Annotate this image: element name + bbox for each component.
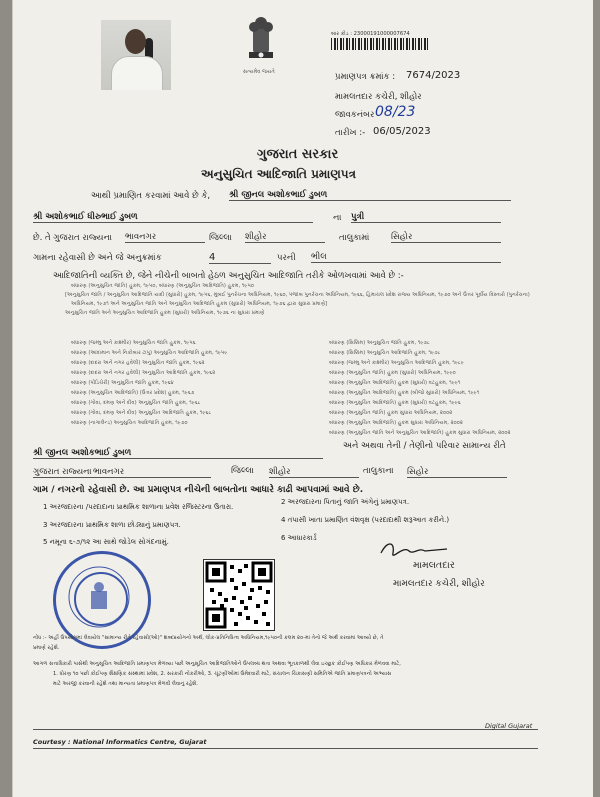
basis-left: 1 અરજદારના /પરદાદાના પ્રાથમિક શાળાના પ્રવેશ રજિસ્ટરના ઉતારા. <box>43 503 234 511</box>
caste-label: પરની <box>277 253 296 263</box>
applicant-name-2: શ્રી જીનલ અશોકભાઈ ડુબળ <box>33 448 323 459</box>
note-line: પ્રમાણે રહેશે. <box>33 645 60 651</box>
outward-label: જાવકનંબર <box>335 110 375 120</box>
cert-number: 7674/2023 <box>406 70 461 81</box>
courtesy-text: Courtesy : National Informatics Centre, Gujarat <box>33 738 207 746</box>
district: શીહોર <box>245 232 325 243</box>
order-left: બંધારણ (આંદામાન અને નિકોબાર ટાપુ) અનુસુચિત આદિજાતિ હુકમ, ૧૯૫૯ <box>71 350 228 356</box>
state2-label: ગુજરાત રાજ્યના <box>33 467 92 477</box>
basis-right: 6 આધારકાર્ડ <box>281 534 317 542</box>
order-left: બંધારણ (ગોવા, દમણ અને દીવ) અનુસુચિત જાતિ હુકમ, ૧૯૬૮ <box>71 400 201 406</box>
order-left: બંધારણ (પોંડિચેરી) અનુસુચિત જાતિ હુકમ, ૧૯૬૪ <box>71 380 174 386</box>
notice-line: બંધારણ (અનુસુચિત જાતિ) હુકમ, ૧૯૫૦, બંધારણ (અનુસુચિત આદિજાતિ) હુકમ, ૧૯૫૦ <box>71 283 255 289</box>
caste: ભીલ <box>311 252 501 263</box>
city2: ભાવનગર <box>93 467 211 478</box>
order-right: બંધારણ (અનુસુચિત જાતિ) હુકમ (સુધારો) અધિનિયમ, ૧૯૯૦ <box>329 370 456 376</box>
relation-label: ના <box>333 213 342 223</box>
parent-name: શ્રી અશોકભાઈ ધીરુભાઈ ડુબળ <box>33 212 313 223</box>
order-right: બંધારણ (જમ્મુ અને કાશ્મીર) અનુસુચિત આદિજાતિ હુકમ, ૧૯૮૯ <box>329 360 464 366</box>
notice-line: અનુસુચિત જાતિ અને અનુસુચિત આદિજાતિ હુકમ (સુધારો) અધિનિયમ, ૧૯૭૬ ના સુધારા પ્રમાણે <box>65 310 265 316</box>
note-line: 1. ધોરણ ૧૦ પછી કોઈપણ શૈક્ષણિક સંસ્થામાં પ્રવેશ, 2. સરકારી નોકરીઓ, 3. ચૂંટણીઓમાં ઉમેદવારી માટે, સંચાલન ચિકાસણી સમિતિએ જાતિ પ્રમાણપત્રનો અભ્યાસ <box>53 671 392 677</box>
village-text: ગામ / નગરનો રહેવાસી છે. આ પ્રમાણપત્ર નીચેની બાબતોના આધારે કાઢી આપવામાં આવે છે. <box>33 485 364 495</box>
note-line: આગળ સત્તાધિકારી પાસેથી અનુસૂચિત આદિજાતિ પ્રમાણપત્ર મેળવ્યા પછી અનુસૂચિત આદિજાતિઓને ઉપલબ્ધ થતા અથવા ભૂતકાળથી લેવા ઇચ્છુક કોઈપણ અધિકાર મેળવવા માટે, <box>33 661 401 667</box>
applicant-photo <box>101 20 171 90</box>
taluka-label: તાલુકામાં <box>339 233 370 243</box>
date-label: તારીખ :- <box>335 128 366 138</box>
order-left: બંધારણ (દાદરા અને નગર હવેલી) અનુસુચિત જાતિ હુકમ, ૧૯૬૨ <box>71 360 205 366</box>
govt-title: ગુજરાત સરકાર <box>257 147 339 162</box>
relation: પુત્રી <box>351 212 501 223</box>
footer-rule-2 <box>33 748 538 749</box>
serial-number: 4 <box>209 252 271 264</box>
district2-label: જિલ્લા <box>231 466 254 476</box>
signatory-office: મામલતદાર કચેરી, શીહોર <box>393 579 485 589</box>
certificate-sheet <box>12 0 593 797</box>
resident-label: ગામના રહેવાસી છે અને જે અનુક્રમાંક <box>33 253 162 263</box>
order-left: બંધારણ (જમ્મુ અને કાશ્મીર) અનુસુચિત જાતિ હુકમ, ૧૯૫૬ <box>71 340 196 346</box>
order-left: બંધારણ (અનુસુચિત આદિજાતિ) (ઉત્તર પ્રદેશ) હુકમ, ૧૯૬૭ <box>71 390 195 396</box>
applicant-name: શ્રી જીનલ અશોકભાઈ ડુબળ <box>229 190 511 201</box>
order-right: બંધારણ (અનુસુચિત જાતિ) હુકમ સુધારા અધિનિયમ, ૨૦૦૨ <box>329 410 453 416</box>
certify-text: આથી પ્રમાણિત કરવામાં આવે છે કે, <box>91 191 211 201</box>
seal-ring-text <box>53 551 145 643</box>
verification-qr-code <box>203 559 275 631</box>
taluka2: સિહોર <box>407 467 507 478</box>
barcode <box>331 38 429 50</box>
order-left: બંધારણ (ગોવા, દમણ અને દીવ) અનુસુચિત આદિજાતિ હુકમ, ૧૯૬૮ <box>71 410 212 416</box>
cert-title: અનુસુચિત આદિજાતિ પ્રમાણપત્ર <box>201 167 356 181</box>
cert-number-label: પ્રમાણપત્ર ક્રમાંક : <box>335 72 396 82</box>
basis-right: 2 અરજદારના પિતાનું જાતિ અંગેનું પ્રમાણપત્ર. <box>281 498 410 506</box>
emblem-caption: સત્યમેવ જયતે <box>243 69 275 75</box>
note-line: માટે અરજી કરવાની રહેશે તથા માન્યતા પ્રમાણપત્ર મેળવી લેવાનું રહેશે. <box>53 681 198 687</box>
order-left: બંધારણ (દાદરા અને નગર હવેલી) અનુસુચિત આદિજાતિ હુકમ, ૧૯૬૨ <box>71 370 216 376</box>
outward-number: 08/23 <box>375 104 416 120</box>
basis-left: 5 નમૂના ૬-૭/૧૨ આ સાથે જોડેલ સોગંદનામું. <box>43 538 169 546</box>
order-left: બંધારણ (નાગાલેન્ડ) અનુસુચિત આદિજાતિ હુકમ, ૧૯૭૦ <box>71 420 188 426</box>
issue-date: 06/05/2023 <box>373 126 431 137</box>
order-right: બંધારણ (અનુસુચિત આદિજાતિ) હુકમ (બીજો સુધારો) અધિનિયમ, ૧૯૯૧ <box>329 390 480 396</box>
basis-left: 3 અરજદારના પ્રાથમિક શાળા છોડ્યાનું પ્રમાણપત્ર. <box>43 521 181 529</box>
footer-rule <box>33 729 538 730</box>
state-label: છે. તે ગુજરાત રાજ્યના <box>33 233 112 243</box>
notice-line: અધિનિયમ, ૧૯૭૧ અને અનુસુચિત જાતિ અને અનુસુચિત આદિજાતિ હુકમ (સુધારો) અધિનિયમ, ૧૯૭૬ દ્વારા સુધારા પ્રમાણે] <box>71 301 328 307</box>
digital-gujarat-text: Digital Gujarat <box>485 722 533 730</box>
recognized-text: આદિજાતિની વ્યક્તિ છે, જેને નીચેની બાબતો હેઠળ અનુસુચિત આદિજાતિ તરીકે ઓળખવામાં આવે છે :- <box>53 271 404 281</box>
order-right: બંધારણ (અનુસુચિત આદિજાતિ) હુકમ (સુધારો) વટહુકમ, ૧૯૯૧ <box>329 380 461 386</box>
note-line: નોંધ :- અહીં ઉપયોગમાં લેવાયેલ "સામાન્ય રીતે રહેવાસી(ઓ)" શબ્દપ્રયોગનો અર્થ, લોક-પ્રતિનિધિત્વ અધિનિયમ,૧૯૫૦ની કલમ ૨૦-માં તેનો જે અર્થ કરવામાં આવ્યો છે, તે <box>33 635 384 641</box>
national-emblem-icon <box>241 15 281 73</box>
order-right: બંધારણ (સિક્કિમ) અનુસુચિત જાતિ હુકમ, ૧૯૭૮ <box>329 340 430 346</box>
barcode-text: બાર કોડ : 23000191000007674 <box>331 31 410 37</box>
basis-right: 4 તપાસી ખાતા પ્રમાણિત વંશવૃક્ષ (પરદાદાથી શરૂઆત કરીને.) <box>281 516 450 524</box>
order-right: બંધારણ (અનુસુચિત જાતિ અને અનુસુચિત આદિજાતિ) હુકમ સુધારા અધિનિયમ, ૨૦૦૨ <box>329 430 511 436</box>
city: ભાવનગર <box>125 232 205 243</box>
family-text: અને અથવા તેની / તેણીનો પરિવાર સામાન્ય રીતે <box>343 441 506 451</box>
district-label: જિલ્લા <box>209 233 232 243</box>
signatory-title: મામલતદાર <box>413 560 455 571</box>
district2: શીહોર <box>269 467 359 478</box>
order-right: બંધારણ (અનુસુચિત આદિજાતિ) હુકમ સુધારા અધિનિયમ, ૨૦૦૨ <box>329 420 463 426</box>
order-right: બંધારણ (અનુસુચિત આદિજાતિ) હુકમ (સુધારો) વટહુકમ, ૧૯૯૬ <box>329 400 461 406</box>
notice-line: [અનુસુચિત જાતિ / અનુસુચિત આદિજાતિ યાદી (સુધારો) હુકમ, ૧૯૫૬, મુંબઈ પુનર્રચના અધિનિયમ, ૧૯૬૦, પંજાબ પુનર્રચના અધિનિયમ, ૧૯૬૬, હિમાચલ પ્રદેશ રાજ્ય અધિનિયમ, ૧૯૭૦ અને ઉત્તર પૂર્વીય વિસ્તારો (પુનર્રચના) <box>65 292 530 298</box>
taluka2-label: તાલુકાના <box>363 466 394 476</box>
issuing-office: મામલતદાર કચેરી, શીહોર <box>335 92 422 102</box>
taluka: સિહોર <box>391 232 501 243</box>
order-right: બંધારણ (સિક્કિમ) અનુસુચિત આદિજાતિ હુકમ, ૧૯૭૮ <box>329 350 441 356</box>
